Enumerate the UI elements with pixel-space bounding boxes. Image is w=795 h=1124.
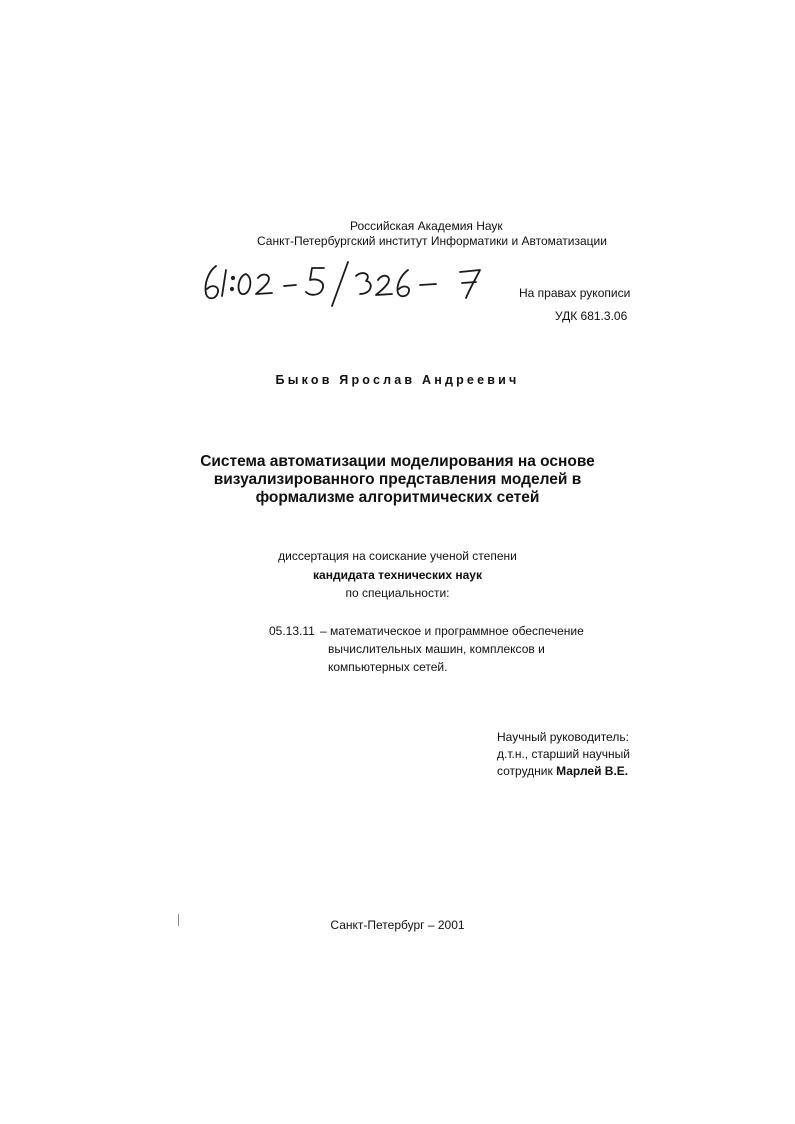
- city-year: Санкт-Петербург – 2001: [330, 918, 465, 932]
- udk-code: УДК 681.3.06: [555, 309, 628, 323]
- specialty-line-3: компьютерных сетей.: [328, 660, 448, 674]
- handwritten-registration-number: [200, 256, 490, 312]
- title-line: формализме алгоритмических сетей: [255, 489, 540, 506]
- specialty-code: 05.13.11: [269, 624, 315, 638]
- rights-note: На правах рукописи: [519, 286, 631, 300]
- supervisor-position: [497, 763, 628, 779]
- dissertation-title: [0, 453, 795, 507]
- supervisor-position-prefix: сотрудник: [497, 764, 557, 778]
- supervisor-name: Марлей В.Е.: [556, 764, 629, 778]
- title-line: визуализированного представления моделей в: [213, 471, 582, 488]
- degree-line-3: по специальности:: [345, 586, 450, 600]
- supervisor-label: Научный руководитель:: [497, 730, 629, 744]
- specialty-line-2: вычислительных машин, комплексов и: [328, 642, 545, 656]
- specialty-line-1: – математическое и программное обеспечение: [320, 624, 584, 638]
- supervisor-degree: д.т.н., старший научный: [497, 747, 630, 761]
- organization-line-1: Российская Академия Наук: [350, 219, 503, 233]
- degree-line-1: диссертация на соискание ученой степени: [278, 549, 517, 563]
- title-line: Система автоматизации моделирования на основе: [200, 453, 595, 470]
- organization-line-2: Санкт-Петербургский институт Информатики и Автоматизации: [257, 234, 607, 248]
- degree-line-2: кандидата технических наук: [313, 568, 482, 582]
- author-name: Быков Ярослав Андреевич: [275, 373, 520, 387]
